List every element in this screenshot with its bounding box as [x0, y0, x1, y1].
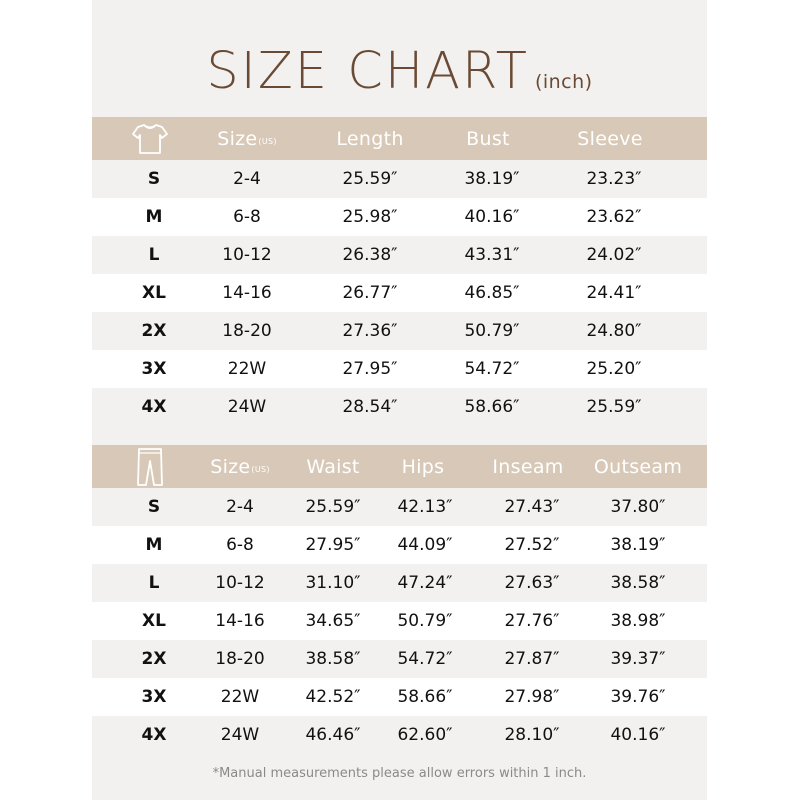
bottoms-cell-us-size: 6-8 — [226, 535, 254, 555]
bottoms-cell-waist: 34.65″ — [305, 611, 361, 631]
tops-cell-us-size: 18-20 — [222, 321, 272, 341]
bottoms-cell-size-label: 2X — [141, 649, 167, 669]
tops-row — [92, 350, 707, 388]
tops-cell-length: 25.59″ — [342, 169, 398, 189]
tops-size-table — [92, 117, 707, 426]
bottoms-header-size — [210, 445, 270, 488]
bottoms-cell-size-label: S — [147, 497, 161, 517]
tops-header-sleeve: Sleeve — [577, 127, 643, 150]
tops-cell-sleeve: 24.41″ — [586, 283, 642, 303]
tops-cell-size-label: 4X — [141, 397, 167, 417]
tops-cell-size-label: 3X — [141, 359, 167, 379]
bottoms-header-inseam: Inseam — [492, 455, 564, 478]
bottoms-row — [92, 564, 707, 602]
bottoms-header-hips: Hips — [401, 455, 445, 478]
bottoms-cell-us-size: 22W — [220, 687, 260, 707]
bottoms-cell-waist: 42.52″ — [305, 687, 361, 707]
tops-cell-us-size: 6-8 — [233, 207, 261, 227]
bottoms-header-size-label: Size — [210, 455, 251, 478]
tops-cell-us-size: 10-12 — [222, 245, 272, 265]
tops-header-size-sub: (US) — [258, 137, 277, 146]
bottoms-cell-hips: 58.66″ — [397, 687, 453, 707]
bottoms-cell-inseam: 27.87″ — [504, 649, 560, 669]
bottoms-size-table — [92, 445, 707, 754]
tops-cell-length: 27.36″ — [342, 321, 398, 341]
tops-cell-bust: 38.19″ — [464, 169, 520, 189]
title-main: SIZE CHART — [206, 42, 529, 101]
bottoms-header-outseam: Outseam — [593, 455, 683, 478]
tops-cell-bust: 40.16″ — [464, 207, 520, 227]
bottoms-cell-us-size: 18-20 — [215, 649, 265, 669]
page-title — [92, 42, 707, 101]
tshirt-icon — [130, 117, 170, 160]
bottoms-table-body — [92, 488, 707, 754]
size-chart-panel — [92, 0, 707, 800]
bottoms-cell-hips: 50.79″ — [397, 611, 453, 631]
bottoms-header-row — [92, 445, 707, 488]
tops-cell-length: 26.38″ — [342, 245, 398, 265]
bottoms-cell-outseam: 38.98″ — [610, 611, 666, 631]
bottoms-cell-waist: 31.10″ — [305, 573, 361, 593]
bottoms-cell-us-size: 10-12 — [215, 573, 265, 593]
tops-cell-length: 25.98″ — [342, 207, 398, 227]
bottoms-row — [92, 602, 707, 640]
bottoms-cell-us-size: 2-4 — [226, 497, 254, 517]
tops-row — [92, 274, 707, 312]
bottoms-cell-us-size: 24W — [220, 725, 260, 745]
tops-cell-length: 27.95″ — [342, 359, 398, 379]
tops-row — [92, 160, 707, 198]
bottoms-cell-hips: 47.24″ — [397, 573, 453, 593]
tops-header-size — [217, 117, 277, 160]
bottoms-row — [92, 526, 707, 564]
footnote: *Manual measurements please allow errors within 1 inch. — [212, 766, 587, 781]
bottoms-row — [92, 678, 707, 716]
tops-cell-sleeve: 23.62″ — [586, 207, 642, 227]
bottoms-cell-hips: 44.09″ — [397, 535, 453, 555]
bottoms-cell-waist: 46.46″ — [305, 725, 361, 745]
bottoms-cell-outseam: 39.76″ — [610, 687, 666, 707]
tops-cell-sleeve: 25.20″ — [586, 359, 642, 379]
bottoms-cell-hips: 62.60″ — [397, 725, 453, 745]
tops-cell-sleeve: 23.23″ — [586, 169, 642, 189]
tops-cell-bust: 50.79″ — [464, 321, 520, 341]
tops-cell-size-label: S — [147, 169, 161, 189]
tops-cell-size-label: L — [148, 245, 160, 265]
tops-header-row — [92, 117, 707, 160]
bottoms-cell-inseam: 27.52″ — [504, 535, 560, 555]
bottoms-cell-inseam: 28.10″ — [504, 725, 560, 745]
tops-row — [92, 388, 707, 426]
tops-header-bust: Bust — [466, 127, 510, 150]
bottoms-cell-size-label: XL — [142, 611, 166, 631]
bottoms-cell-inseam: 27.43″ — [504, 497, 560, 517]
tops-table-body — [92, 160, 707, 426]
bottoms-cell-inseam: 27.76″ — [504, 611, 560, 631]
bottoms-row — [92, 716, 707, 754]
bottoms-cell-hips: 42.13″ — [397, 497, 453, 517]
tops-cell-us-size: 14-16 — [222, 283, 272, 303]
bottoms-cell-outseam: 40.16″ — [610, 725, 666, 745]
bottoms-cell-waist: 27.95″ — [305, 535, 361, 555]
tops-cell-size-label: M — [145, 207, 163, 227]
tops-cell-bust: 46.85″ — [464, 283, 520, 303]
bottoms-header-waist: Waist — [306, 455, 360, 478]
tops-cell-size-label: XL — [142, 283, 166, 303]
bottoms-cell-size-label: 3X — [141, 687, 167, 707]
tops-cell-bust: 54.72″ — [464, 359, 520, 379]
tops-header-size-label: Size — [217, 127, 258, 150]
bottoms-cell-outseam: 38.58″ — [610, 573, 666, 593]
tops-row — [92, 198, 707, 236]
bottoms-cell-waist: 38.58″ — [305, 649, 361, 669]
bottoms-cell-size-label: M — [145, 535, 163, 555]
tops-cell-length: 26.77″ — [342, 283, 398, 303]
bottoms-cell-inseam: 27.98″ — [504, 687, 560, 707]
tops-cell-size-label: 2X — [141, 321, 167, 341]
title-unit: (inch) — [534, 71, 593, 93]
tops-cell-bust: 58.66″ — [464, 397, 520, 417]
tops-cell-us-size: 24W — [227, 397, 267, 417]
bottoms-row — [92, 640, 707, 678]
bottoms-cell-us-size: 14-16 — [215, 611, 265, 631]
tops-cell-length: 28.54″ — [342, 397, 398, 417]
bottoms-header-size-sub: (US) — [251, 465, 270, 474]
pants-icon — [130, 445, 170, 488]
bottoms-row — [92, 488, 707, 526]
bottoms-cell-hips: 54.72″ — [397, 649, 453, 669]
bottoms-cell-outseam: 37.80″ — [610, 497, 666, 517]
tops-row — [92, 312, 707, 350]
tops-cell-bust: 43.31″ — [464, 245, 520, 265]
bottoms-cell-size-label: L — [148, 573, 160, 593]
bottoms-cell-size-label: 4X — [141, 725, 167, 745]
tops-header-length: Length — [336, 127, 404, 150]
tops-row — [92, 236, 707, 274]
tops-cell-us-size: 22W — [227, 359, 267, 379]
tops-cell-sleeve: 24.80″ — [586, 321, 642, 341]
tops-cell-sleeve: 25.59″ — [586, 397, 642, 417]
bottoms-cell-waist: 25.59″ — [305, 497, 361, 517]
bottoms-cell-outseam: 38.19″ — [610, 535, 666, 555]
tops-cell-sleeve: 24.02″ — [586, 245, 642, 265]
tops-cell-us-size: 2-4 — [233, 169, 261, 189]
bottoms-cell-inseam: 27.63″ — [504, 573, 560, 593]
bottoms-cell-outseam: 39.37″ — [610, 649, 666, 669]
